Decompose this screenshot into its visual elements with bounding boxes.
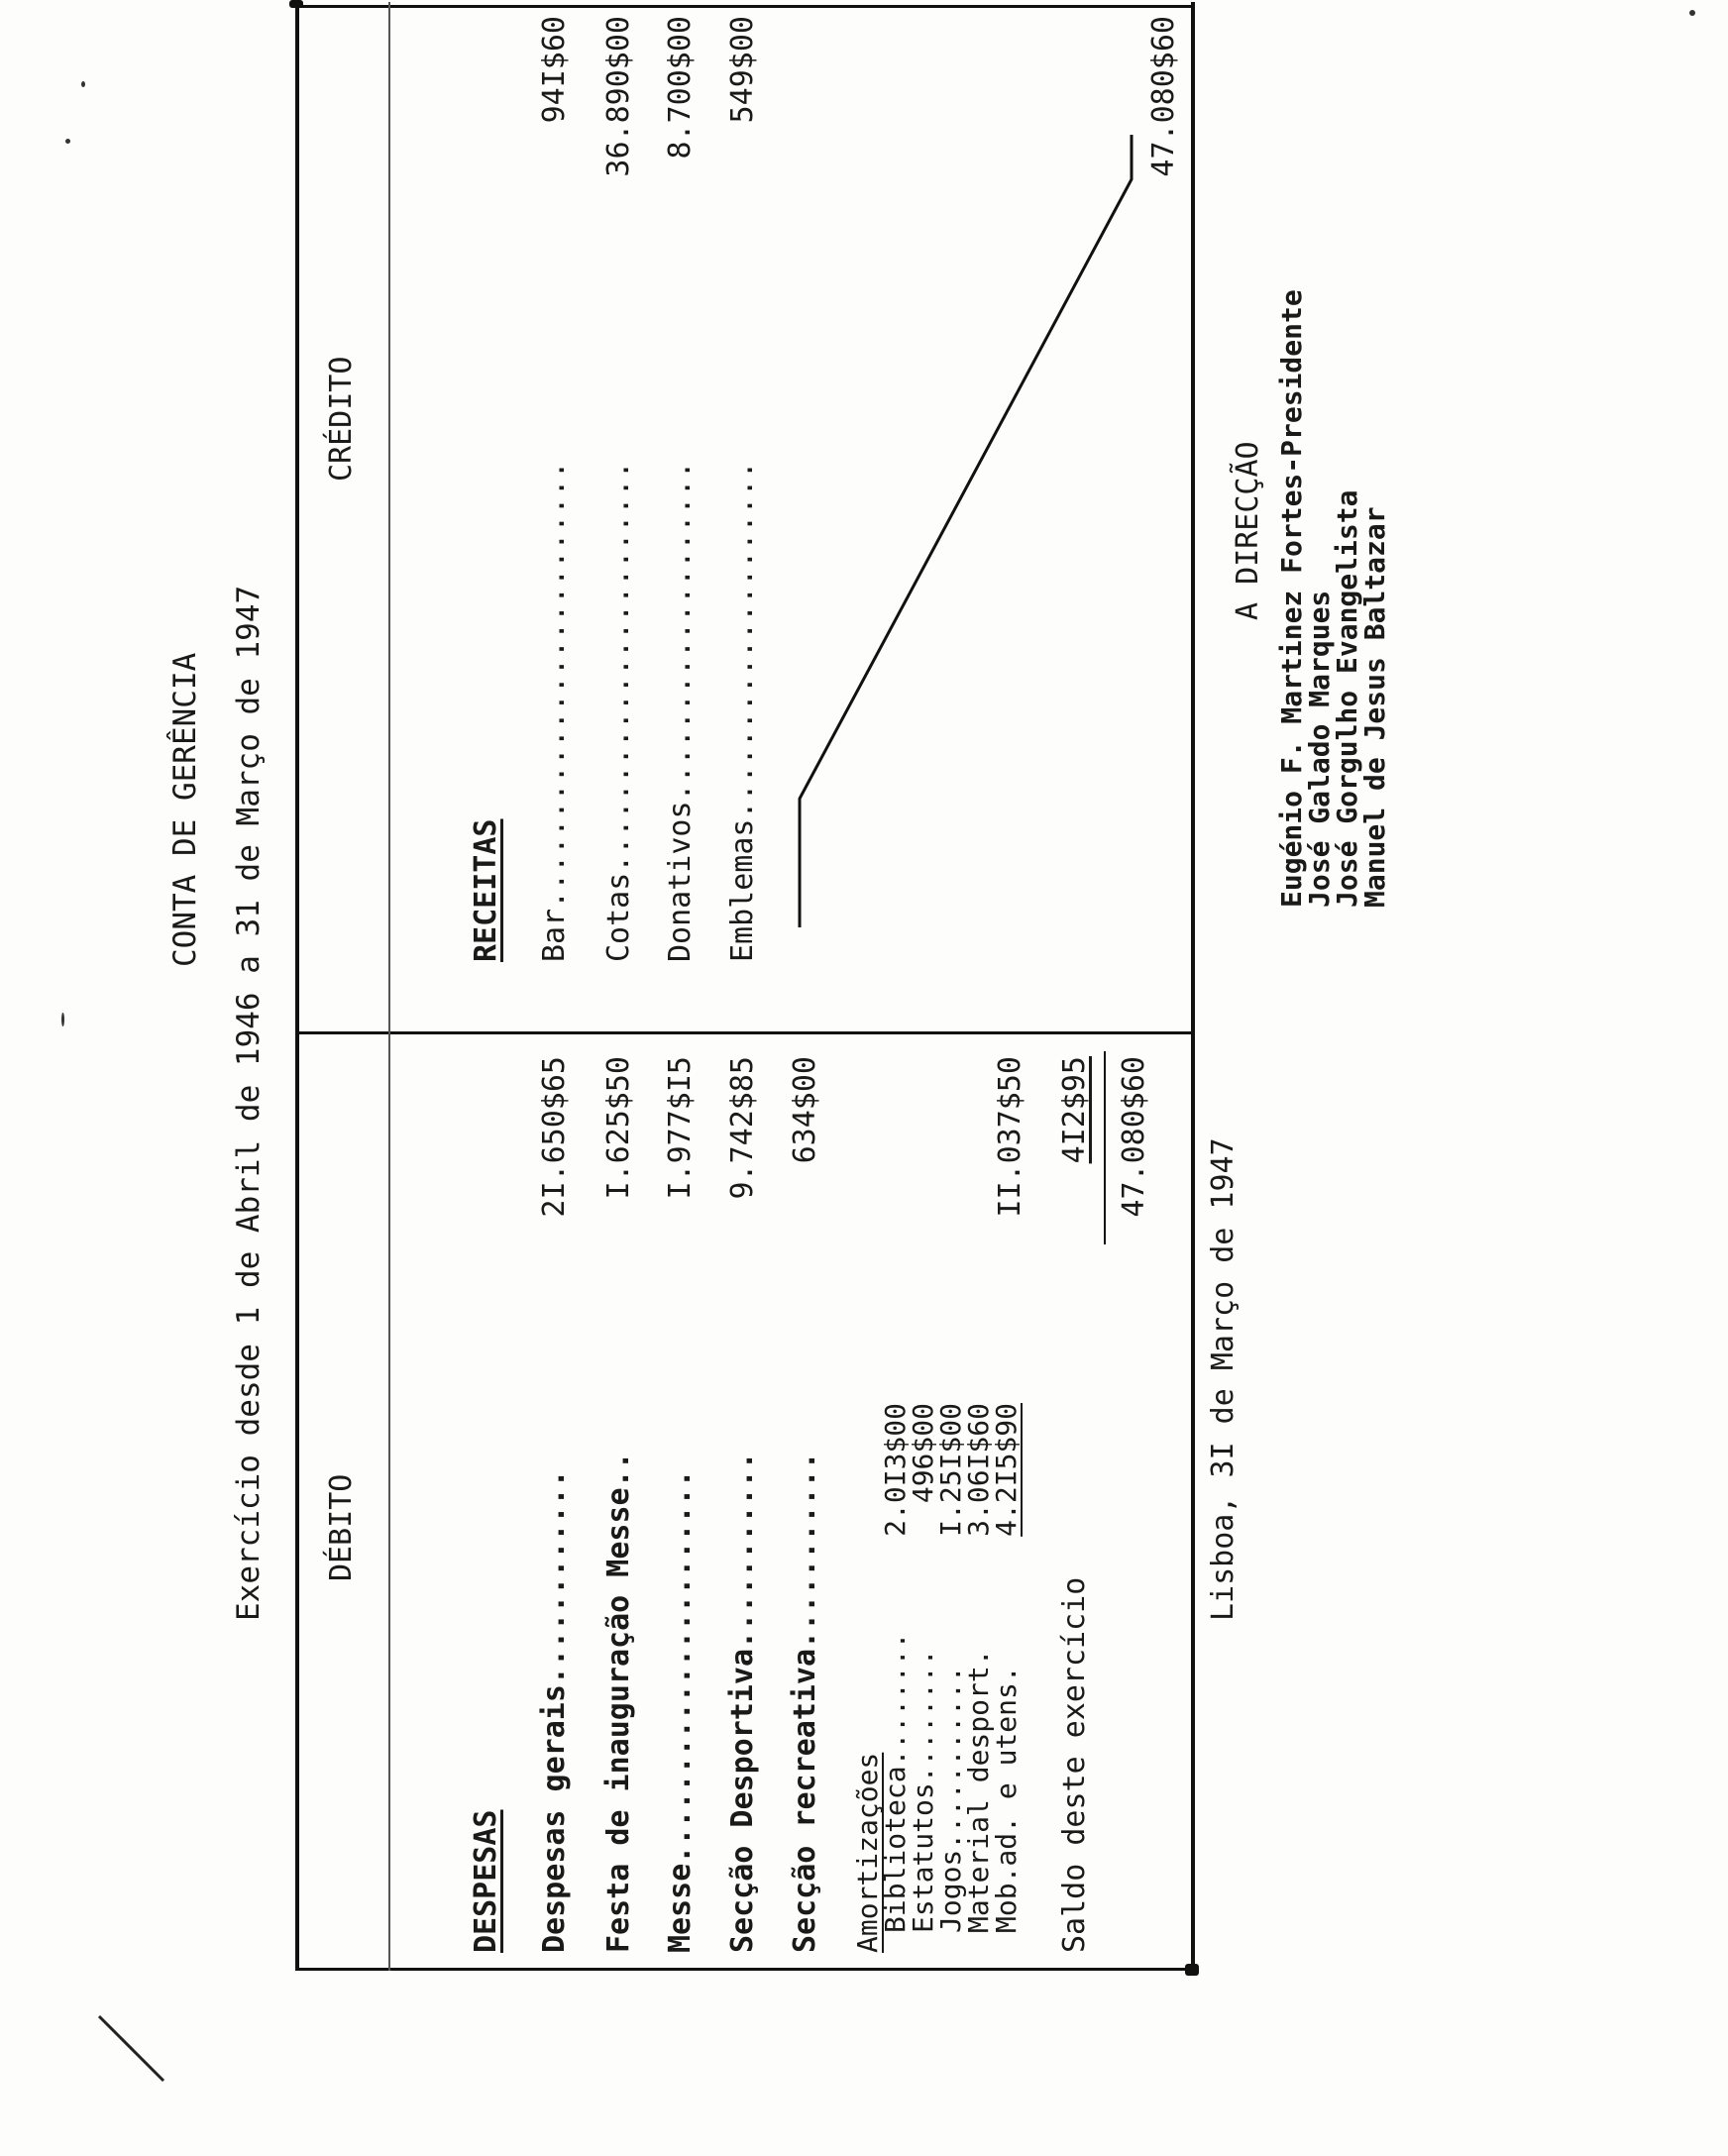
credit-total: 47.080$60 [1146,16,1181,177]
amortization-amount: 2.0I3$00 [879,1403,912,1537]
board-member: Manuel de Jesus Baltazar [1358,506,1391,908]
debit-item-label: Secção Desportiva........... [725,1452,760,1953]
debit-item-label: Secção recreativa........... [788,1452,822,1953]
board-member: José Galado Marques [1303,590,1336,908]
board-title: A DIRECÇÃO [1231,441,1265,620]
amortization-label: Estatutos........ [907,1649,939,1933]
credit-item-amount: 36.890$00 [601,16,636,177]
credit-item-label: Donativos................... [663,461,698,962]
amortization-amount: 4.2I5$90 [990,1403,1023,1537]
debit-total: 47.080$60 [1117,1056,1151,1218]
document-period: Exercício desde 1 de Abril de 1946 a 31 de Março de 1947 [231,585,267,1621]
amortizations-total: II.037$50 [993,1056,1027,1218]
amortization-label: Jogos........... [934,1666,967,1933]
board-member: Eugénio F. Martinez Fortes-Presidente [1275,289,1308,908]
balance-amount: 4I2$95 [1057,1056,1092,1164]
credit-item-amount: 94I$60 [537,16,572,124]
amortization-amount: 3.06I$60 [962,1403,995,1537]
amortization-label: Biblioteca........ [879,1632,912,1933]
balance-label: Saldo deste exercício [1057,1576,1092,1953]
debit-column-title: DÉBITO [324,1473,359,1581]
amortizations-title: Amortizações [851,1752,884,1953]
credit-item-label: Bar......................... [537,461,572,962]
debit-item-amount: I.625$50 [601,1056,636,1200]
debit-item-amount: 634$00 [788,1056,822,1164]
place-and-date: Lisboa, 3I de Março de 1947 [1206,1137,1241,1621]
credit-item-amount: 8.700$00 [663,16,698,160]
debit-item-amount: I.977$I5 [663,1056,698,1200]
debit-section-title: DESPESAS [469,1809,503,1953]
debit-item-label: Messe...................... [663,1469,698,1953]
amortization-amount: 496$00 [907,1403,939,1504]
credit-item-amount: 549$00 [725,16,760,124]
credit-item-label: Cotas....................... [601,461,636,962]
debit-item-amount: 9.742$85 [725,1056,760,1200]
amortization-amount: I.25I$00 [934,1403,967,1537]
debit-item-label: Despesas gerais............ [537,1469,572,1953]
amortization-label: Mob.ad. e utens. [990,1666,1023,1933]
debit-item-amount: 2I.650$65 [537,1056,572,1218]
amortization-label: Material desport. [962,1649,995,1933]
credit-column-title: CRÉDITO [324,356,359,482]
credit-section-title: RECEITAS [469,818,503,962]
document-title: CONTA DE GERÊNCIA [167,652,203,967]
debit-item-label: Festa de inauguração Messe.. [601,1452,636,1953]
board-member: José Gorgulho Evangelista [1331,489,1363,908]
credit-item-label: Emblemas.................... [725,461,760,962]
